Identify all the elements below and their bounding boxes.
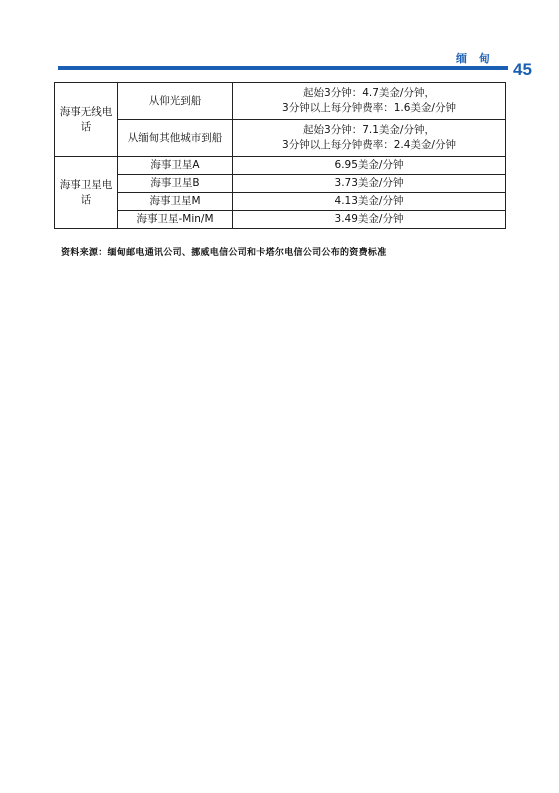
table-row [55, 83, 506, 120]
rate-cell: 3.73美金/分钟 [233, 175, 506, 193]
rate-line: 3分钟以上每分钟费率：1.6美金/分钟 [282, 102, 456, 114]
fee-table [54, 82, 506, 229]
rate-line: 3分钟以上每分钟费率：2.4美金/分钟 [282, 139, 456, 151]
category-label: 海事卫星电话 [59, 178, 113, 206]
category-satellite [55, 157, 118, 229]
rate-cell: 3.49美金/分钟 [233, 211, 506, 229]
satellite-type-cell: 海事卫星-Min/M [118, 211, 233, 229]
rate-line: 起始3分钟：4.7美金/分钟， [303, 87, 435, 99]
header-title: 缅 甸 [456, 52, 494, 65]
header-rule [58, 66, 508, 70]
rate-cell: 6.95美金/分钟 [233, 157, 506, 175]
rate-line: 起始3分钟：7.1美金/分钟， [303, 124, 435, 136]
origin-cell: 从缅甸其他城市到船 [118, 120, 233, 157]
category-label: 海事无线电话 [59, 105, 113, 133]
source-note: 资料来源：缅甸邮电通讯公司、挪威电信公司和卡塔尔电信公司公布的资费标准 [61, 248, 387, 258]
origin-cell: 从仰光到船 [118, 83, 233, 120]
rate-cell [233, 83, 506, 120]
satellite-type-cell: 海事卫星B [118, 175, 233, 193]
category-maritime-radio [55, 83, 118, 157]
table-row [55, 211, 506, 229]
table-row [55, 120, 506, 157]
rate-cell [233, 120, 506, 157]
satellite-type-cell: 海事卫星A [118, 157, 233, 175]
table-row [55, 175, 506, 193]
satellite-type-cell: 海事卫星M [118, 193, 233, 211]
table-row [55, 193, 506, 211]
rate-cell: 4.13美金/分钟 [233, 193, 506, 211]
table-row [55, 157, 506, 175]
page-number: 45 [513, 60, 532, 79]
